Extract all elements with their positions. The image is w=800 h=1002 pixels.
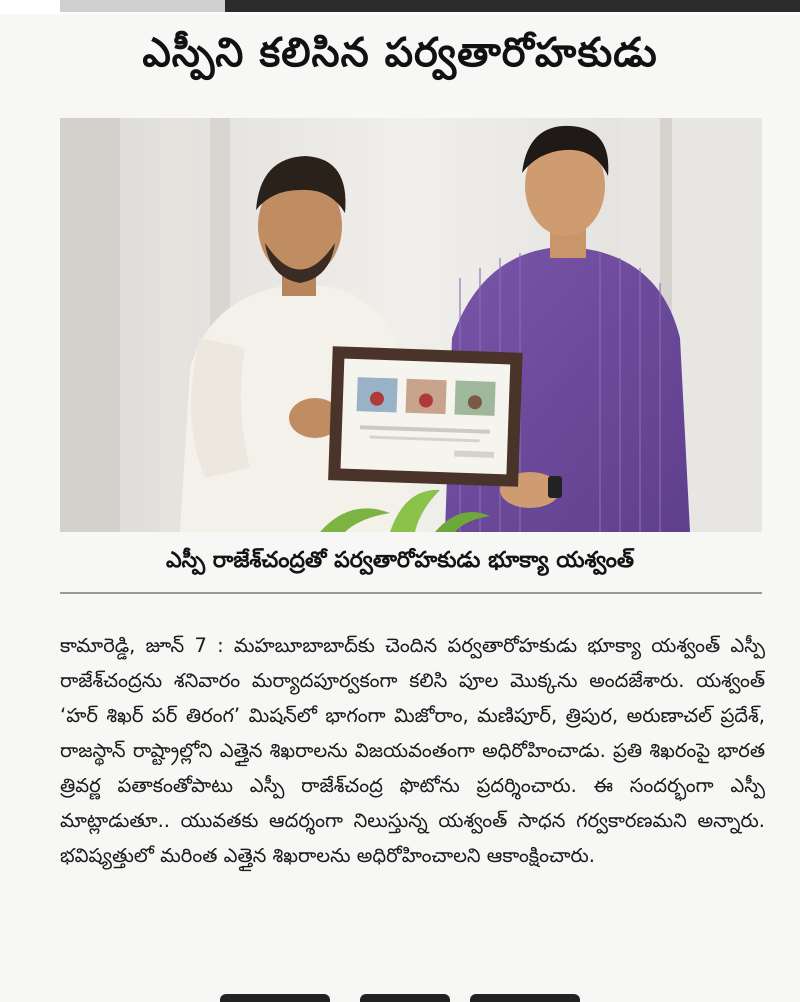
headline: ఎస్పీని కలిసిన పర్వతారోహకుడు <box>142 30 658 76</box>
article-text: మహబూబాబాద్‌కు చెందిన పర్వతారోహకుడు భూక్యా యశ్వంత్ ఎస్పీ రాజేశ్‌చంద్రను శనివారం మర్యాదపూర్వకంగా కలిసి పూల మొక్కను అందజేశారు. యశ్వంత్ ‘హర్ శిఖర్ పర్ తిరంగ’ మిషన్‌లో భాగంగా మిజోరాం, మణిపూర్, త్రిపుర, అరుణాచల్ ప్రదేశ్, రాజస్థాన్ రాష్ట్రాల్లోని ఎత్తైన శిఖరాలను విజయవంతంగా అధిరోహించాడు. ప్రతి శిఖరంపై భారత త్రివర్ణ పతాకంతోపాటు ఎస్పీ రాజేశ్‌చంద్ర ఫొటోను ప్రదర్శించారు. ఈ సందర్భంగా ఎస్పీ మాట్లాడుతూ.. యువతకు ఆదర్శంగా నిలుస్తున్న యశ్వంత్ సాధన గర్వకారణమని అన్నారు. భవిష్యత్తులో మరింత ఎత్తైన శిఖరాలను అధిరోహించాలని ఆకాంక్షించారు. <box>60 634 765 867</box>
top-bar-light-segment <box>60 0 225 12</box>
news-photo <box>60 118 762 532</box>
next-headline-fragment <box>200 990 600 1002</box>
top-bar <box>0 0 800 14</box>
article-dateline: కామారెడ్డి, జూన్ 7 : <box>60 634 224 657</box>
caption-divider <box>60 592 762 594</box>
article-body <box>60 628 765 873</box>
photo-caption: ఎస్పీ రాజేశ్‌చంద్రతో పర్వతారోహకుడు భూక్యా యశ్వంత్ <box>166 548 634 573</box>
top-bar-dark-segment <box>225 0 800 12</box>
